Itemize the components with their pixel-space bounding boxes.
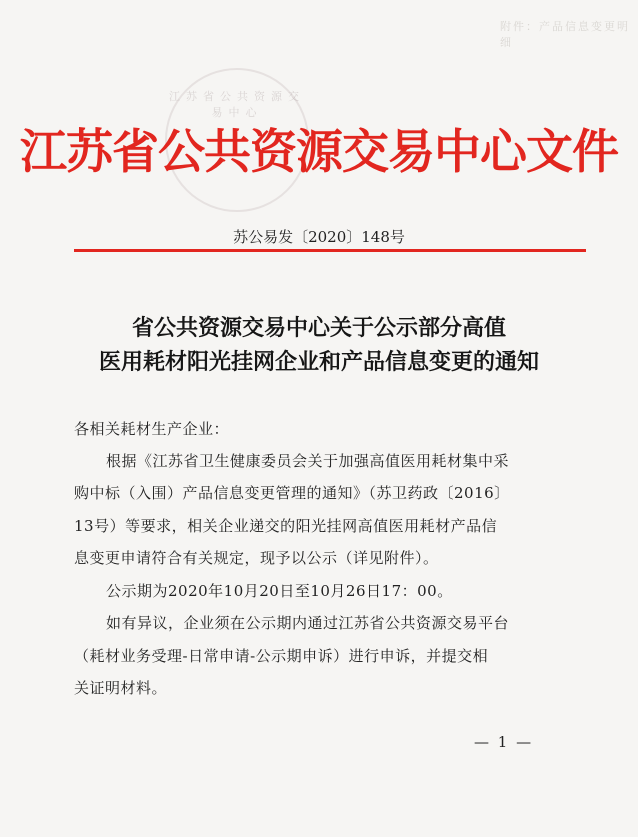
notice-title-line-2: 医用耗材阳光挂网企业和产品信息变更的通知 — [98, 350, 539, 375]
paragraph-3-line-2: （耗材业务受理-日常申请-公示期申诉）进行申诉，并提交相 — [74, 647, 489, 665]
paragraph-1-line-2: 购中标（入围）产品信息变更管理的通知》（苏卫药政〔2016〕 — [74, 484, 510, 502]
document-header-title: 江苏省公共资源交易中心文件 — [20, 125, 618, 180]
page-number: — 1 — — [474, 733, 534, 751]
seal-text: 江苏省公共资源交易中心 — [169, 90, 305, 119]
ghost-attachment-text: 附件：产品信息变更明细 — [500, 20, 630, 49]
paragraph-1-line-4: 息变更申请符合有关规定，现予以公示（详见附件）。 — [74, 549, 439, 567]
paragraph-3-line-3: 关证明材料。 — [74, 679, 168, 697]
paragraph-1-line-3: 13号）等要求，相关企业递交的阳光挂网高值医用耗材产品信 — [74, 517, 498, 535]
paragraph-3-line-1: 如有异议，企业须在公示期内通过江苏省公共资源交易平台 — [106, 614, 510, 632]
document-number: 苏公易发〔2020〕148号 — [233, 228, 405, 246]
paragraph-1-line-1: 根据《江苏省卫生健康委员会关于加强高值医用耗材集中采 — [106, 452, 510, 470]
paragraph-2: 公示期为2020年10月20日至10月26日17：00。 — [106, 582, 453, 600]
notice-title-line-1: 省公共资源交易中心关于公示部分高值 — [131, 316, 506, 341]
red-divider-line — [74, 249, 586, 252]
salutation: 各相关耗材生产企业： — [74, 420, 230, 438]
